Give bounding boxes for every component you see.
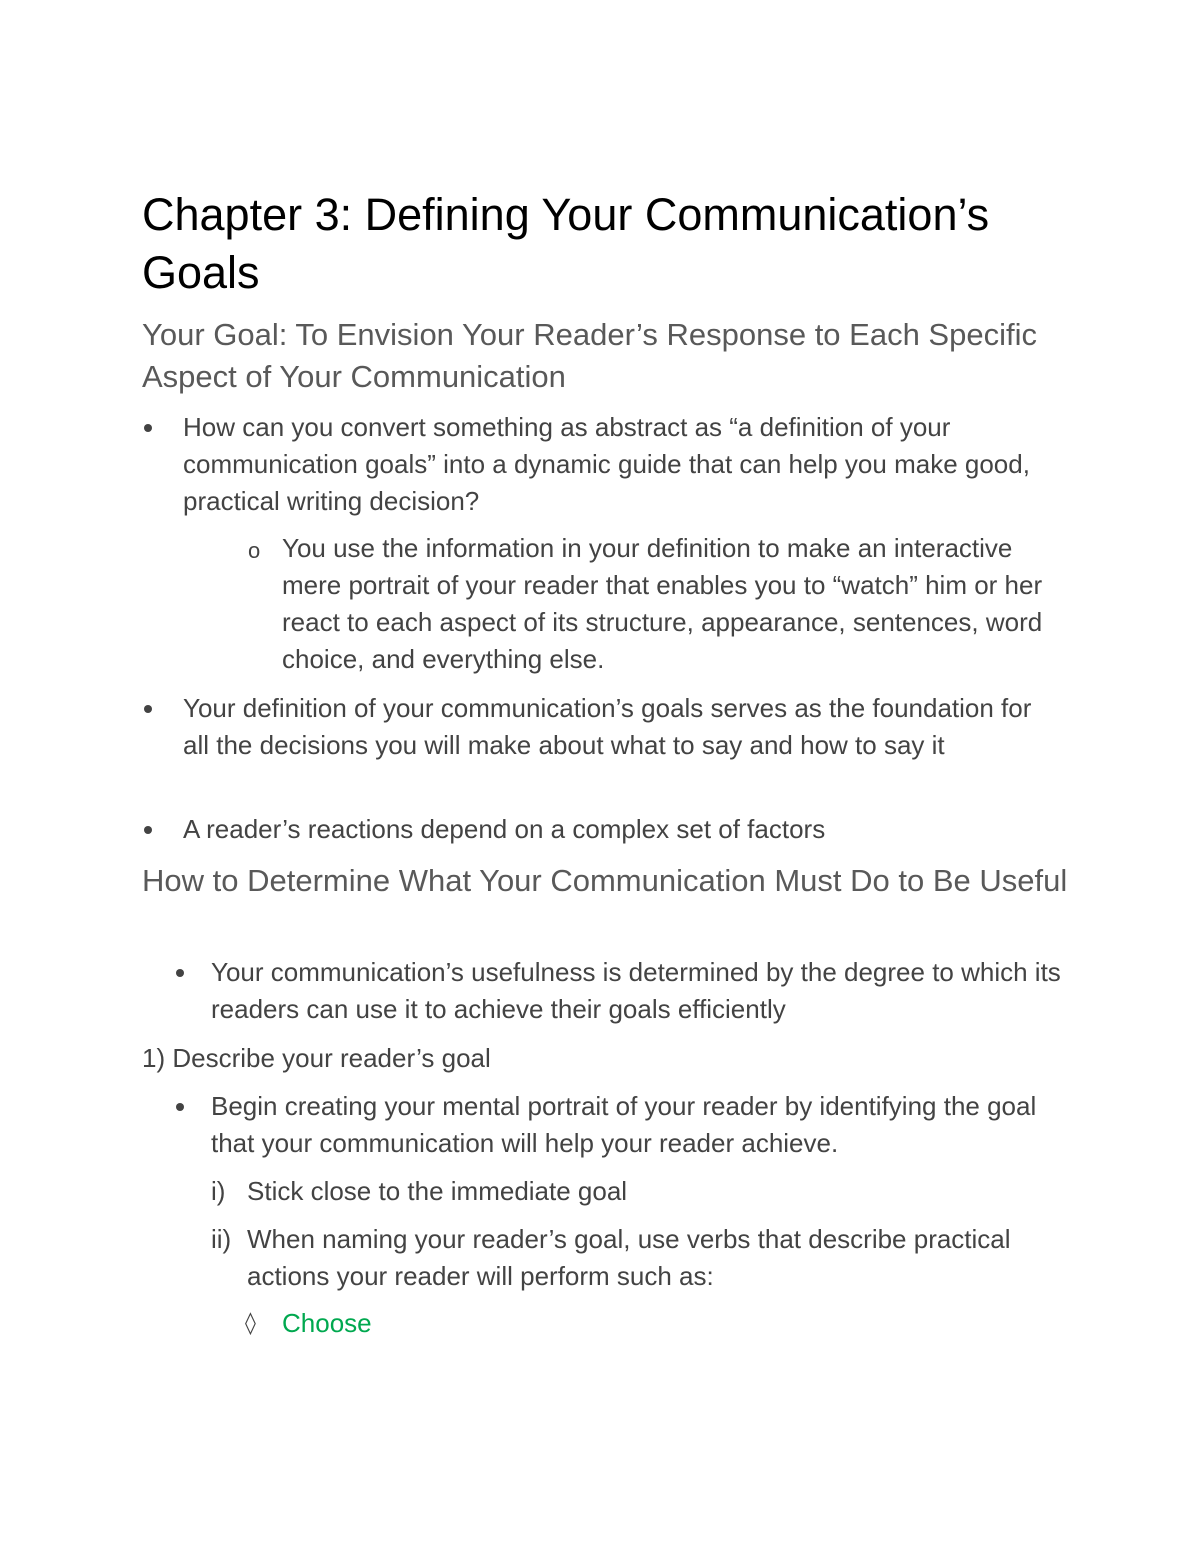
sub-bullet-text: You use the information in your definition to make an interactive mere portrait of your reader that enables you to “watch” him or her react to each aspect of its structure, appearance, sentences, word choice, and everything else. [282, 533, 1043, 674]
list-marker-ii: ii) [211, 1224, 232, 1254]
list-marker-i: i) [211, 1176, 226, 1206]
bullet-icon [144, 826, 152, 834]
bullet-icon [144, 705, 152, 713]
bullet-text: Your definition of your communication’s goals serves as the foundation for all the decisions you will make about what to say and how to say it [183, 693, 1032, 760]
sub-bullet-marker: o [248, 538, 261, 563]
step-heading: 1) Describe your reader’s goal [142, 1043, 491, 1073]
bullet-icon [176, 1103, 184, 1111]
diamond-icon: ◊ [245, 1311, 256, 1336]
bullet-text: Your communication’s usefulness is determined by the degree to which its readers can use it to achieve their goals efficiently [211, 957, 1061, 1024]
bullet-text: A reader’s reactions depend on a complex set of factors [183, 814, 826, 844]
list-item-text: When naming your reader’s goal, use verbs that describe practical actions your reader will perform such as: [247, 1224, 1011, 1291]
bullet-text: Begin creating your mental portrait of your reader by identifying the goal that your communication will help your reader achieve. [211, 1091, 1037, 1158]
section-heading-goal: Your Goal: To Envision Your Reader’s Response to Each Specific Aspect of Your Communication [142, 317, 1037, 394]
bullet-icon [144, 424, 152, 432]
bullet-text: How can you convert something as abstract as “a definition of your communication goals” into a dynamic guide that can help you make good, practical writing decision? [183, 412, 1030, 516]
section-heading-usefulness: How to Determine What Your Communication Must Do to Be Useful [142, 863, 1068, 898]
bullet-icon [176, 969, 184, 977]
list-item-text: Stick close to the immediate goal [247, 1176, 628, 1206]
page-title: Chapter 3: Defining Your Communication’s Goals [142, 189, 990, 298]
verb-item-text: Choose [282, 1308, 372, 1338]
